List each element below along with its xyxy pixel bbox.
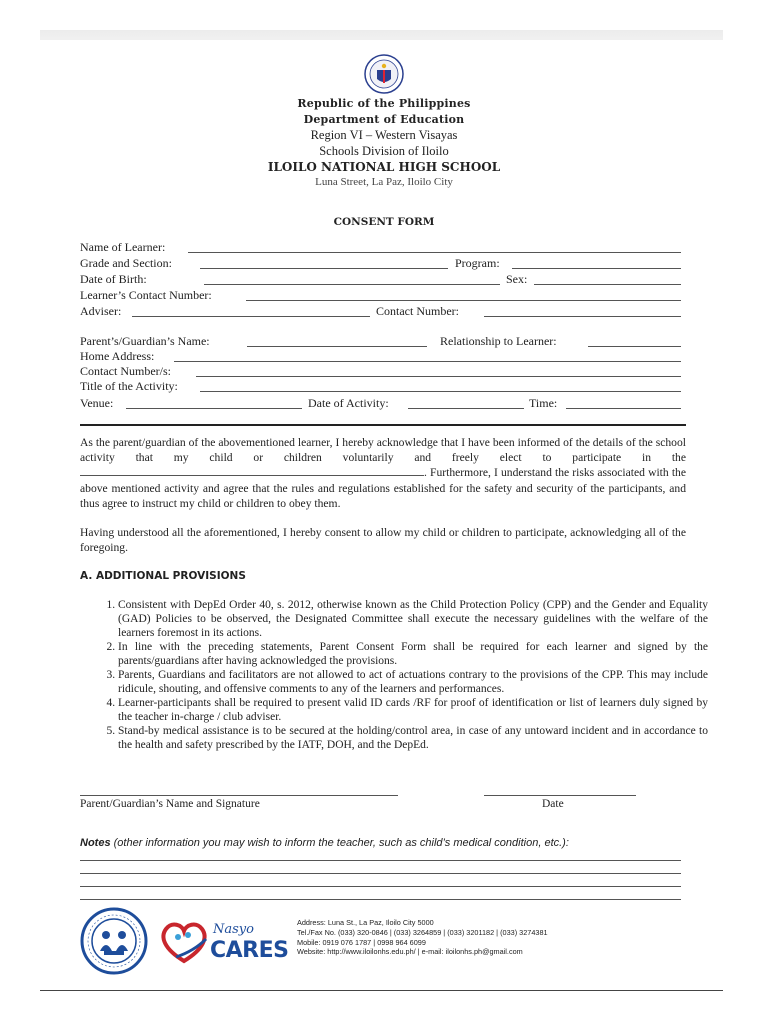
- consent-text-part1: As the parent/guardian of the abovementioned learner, I hereby acknowledge that I have been informed of the details of the school activity that my child or children voluntarily and freely elect to participate in the: [80, 436, 686, 465]
- header-department: Department of Education: [303, 113, 465, 126]
- field-date-of-activity[interactable]: [408, 408, 524, 409]
- label-date-of-activity: Date of Activity:: [308, 396, 389, 410]
- label-learner-contact: Learner’s Contact Number:: [80, 288, 212, 302]
- notes-instructions: (other information you may wish to inform the teacher, such as child’s medical condition, etc.):: [110, 837, 569, 849]
- field-contact-numbers[interactable]: [196, 376, 681, 377]
- label-contact-numbers: Contact Number/s:: [80, 364, 171, 378]
- field-program[interactable]: [512, 268, 681, 269]
- field-learner-contact[interactable]: [246, 300, 681, 301]
- label-sex: Sex:: [506, 272, 528, 286]
- label-parent-name: Parent’s/Guardian’s Name:: [80, 334, 210, 348]
- label-time: Time:: [529, 396, 558, 410]
- field-parent-signature[interactable]: [80, 795, 398, 796]
- footer-telephone: Tel./Fax No. (033) 320-0846 | (033) 3264859 | (033) 3201182 | (033) 3274381: [297, 927, 548, 937]
- field-activity-title[interactable]: [200, 391, 681, 392]
- acknowledgement-paragraph: Having understood all the aforementioned, I hereby consent to allow my child or children to participate, acknowledging all of the foregoing.: [80, 526, 686, 555]
- field-activity-blank[interactable]: [80, 466, 424, 476]
- form-title: CONSENT FORM: [333, 216, 435, 228]
- field-contact-number[interactable]: [484, 316, 681, 317]
- field-date-of-birth[interactable]: [204, 284, 500, 285]
- label-adviser: Adviser:: [80, 304, 122, 318]
- provision-item: 5. Stand-by medical assistance is to be secured at the holding/control area, in case of any untoward incident and in accordance to the health and safety prescribed by the IATF, DOH, and the DepEd.: [118, 724, 708, 752]
- header-address: Luna Street, La Paz, Iloilo City: [315, 176, 453, 188]
- label-date-of-birth: Date of Birth:: [80, 272, 147, 286]
- field-venue[interactable]: [126, 408, 302, 409]
- footer-mobile: Mobile: 0919 076 1787 | 0998 964 6099: [297, 937, 426, 947]
- consent-paragraph: [80, 435, 686, 511]
- footer-contact-block: [297, 918, 548, 957]
- notes-prompt: [80, 837, 569, 849]
- provision-item: 4. Learner-participants shall be required to present valid ID cards /RF for proof of identification or list of learners duly signed by the teacher in-charge / club adviser.: [118, 696, 708, 724]
- label-home-address: Home Address:: [80, 349, 155, 363]
- label-relationship: Relationship to Learner:: [440, 334, 557, 348]
- notes-line[interactable]: [80, 873, 681, 874]
- field-parent-name[interactable]: [247, 346, 427, 347]
- provision-item: 2. In line with the preceding statements, Parent Consent Form shall be required for each learner and signed by the parents/guardians after having acknowledged the provisions.: [118, 640, 708, 668]
- label-activity-title: Title of the Activity:: [80, 379, 178, 393]
- parent-signature-label: Parent/Guardian’s Name and Signature: [80, 798, 260, 810]
- provisions-list: [96, 598, 708, 752]
- notes-line[interactable]: [80, 899, 681, 900]
- notes-line[interactable]: [80, 886, 681, 887]
- label-contact-number: Contact Number:: [376, 304, 459, 318]
- field-home-address[interactable]: [174, 361, 681, 362]
- field-name-of-learner[interactable]: [188, 252, 681, 253]
- header-division: Schools Division of Iloilo: [319, 144, 449, 158]
- label-name-of-learner: Name of Learner:: [80, 240, 166, 254]
- label-venue: Venue:: [80, 396, 114, 410]
- field-signature-date[interactable]: [484, 795, 636, 796]
- field-adviser[interactable]: [132, 316, 370, 317]
- footer-website: Website: http://www.iloilonhs.edu.ph/ | e-mail: iloilonhs.ph@gmail.com: [297, 947, 523, 957]
- logo-word-nasyo: Nasyo: [213, 922, 254, 937]
- notes-label: Notes: [80, 837, 111, 849]
- label-grade-section: Grade and Section:: [80, 256, 172, 270]
- field-grade-section[interactable]: [200, 268, 448, 269]
- date-label: Date: [542, 798, 564, 810]
- header-republic: Republic of the Philippines: [297, 97, 471, 110]
- field-relationship[interactable]: [588, 346, 681, 347]
- label-program: Program:: [455, 256, 500, 270]
- page-bottom-border: [40, 990, 723, 991]
- header-school-name: ILOILO NATIONAL HIGH SCHOOL: [267, 160, 501, 174]
- header-region: Region VI – Western Visayas: [310, 128, 458, 142]
- notes-line[interactable]: [80, 860, 681, 861]
- logo-word-cares: CARES: [210, 938, 289, 963]
- school-seal-icon: [80, 907, 148, 975]
- field-time[interactable]: [566, 408, 681, 409]
- provision-item: 1. Consistent with DepEd Order 40, s. 2012, otherwise known as the Child Protection Policy (CPP) and the Gender and Equality (GAD) Policies to be observed, the Designated Committee shall execute the necessary guidelines with the welfare of the learners foremost in its actions.: [118, 598, 708, 640]
- footer-address: Address: Luna St., La Paz, Iloilo City 5000: [297, 918, 434, 927]
- deped-seal-icon: [364, 54, 404, 94]
- provisions-heading: A. ADDITIONAL PROVISIONS: [80, 570, 246, 582]
- field-sex[interactable]: [534, 284, 681, 285]
- consent-text-part2: . Furthermore, I understand the risks associated with the above mentioned activity and agree that the rules and regulations established for the safety and security of the participants, and thus agree to instruct my child or children to obey them.: [80, 466, 686, 510]
- section-divider: [80, 424, 686, 426]
- provision-item: 3. Parents, Guardians and facilitators are not allowed to act of actuations contrary to the provisions of the CPP. This may include ridicule, shouting, and offensive comments to any of the learners and performances.: [118, 668, 708, 696]
